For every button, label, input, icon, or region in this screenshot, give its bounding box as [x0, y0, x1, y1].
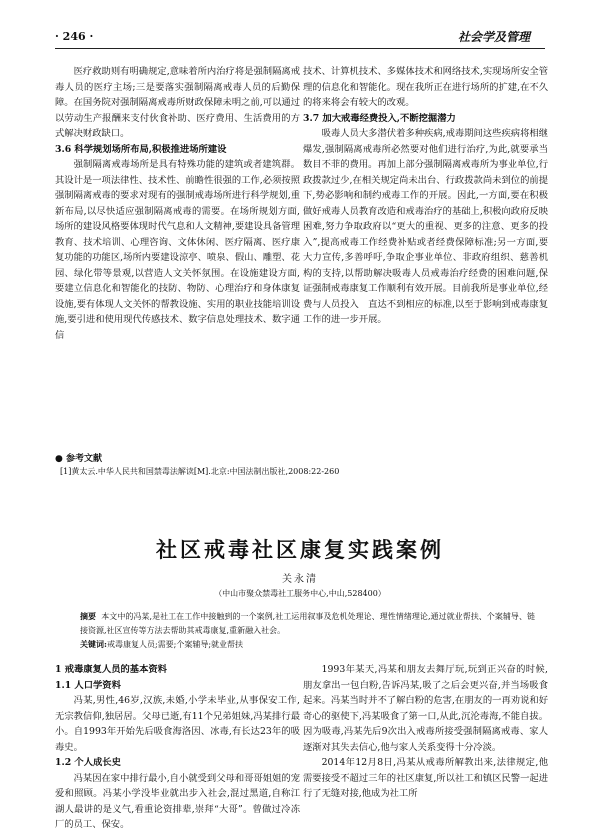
abstract-label: 摘要 — [80, 611, 97, 621]
keywords — [80, 639, 535, 650]
section-heading: 1 戒毒康复人员的基本资料 — [55, 664, 167, 675]
section-heading: 3.7 加大戒毒经费投入,不断挖掘潜力 — [303, 112, 456, 124]
paragraph: 医疗救助则有明确规定,意味着所内治疗将是强制隔离戒毒人员的医疗主场;三是要落实强制隔离戒毒人员的后勤保障。在国务院对强制隔离戒毒所财政保障未明之前,可以通过以劳动生产报酬来支付伙食补助、医疗费用、生活费用的方式解决财政缺口。 — [55, 66, 300, 139]
upper-left-column — [55, 64, 300, 343]
page-number: · 246 · — [55, 30, 94, 43]
section-heading: 1.2 个人成长史 — [55, 757, 121, 768]
article-title: 社区戒毒社区康复实践案例 — [156, 537, 444, 562]
references-heading: ● 参考文献 — [55, 454, 103, 464]
paragraph: 强制隔离戒毒场所是具有特殊功能的建筑或者建筑群。其设计是一项法律性、技术性、前瞻性很强的工作,必须按照强制隔离戒毒的要求对现有的强制戒毒场所进行科学规划,重新布局,以尽快适应强制隔离戒毒的需要。在场所规划方面,场所的建设风格要体现时代气息和人文精神,要建设具备管理教育、技术培训、心理咨询、文体休闲、医疗隔离、医疗康复功能的功能区,场所内要建设涼亭、喷泉、假山、雕塑、花园、绿化带等景观,以营造人文关怀氛围。在设施建设方面,要建立信息化和智能化的技防、物防、心理治疗和身体康复设施,要有体现人文关怀的帮教设施、实用的职业技能培训设施,要引进和使用现代传感技术、数字信息处理技术、数字通信 — [55, 159, 300, 341]
paragraph: 吸毒人员大多潜伏着多种疾病,戒毒期间这些疾病将相继爆发,强制隔离戒毒所必然要对他们进行治疗,为此,就要承当数目不菲的费用。再加上部分强制隔离戒毒所为事业单位,行政拨款过少,在相关规定尚未出台、行政拨款尚未到位的前提下,势必影响和制约戒毒工作的开展。因此,一方面,要在积极做好戒毒人员教育改造和戒毒治疗的基础上,积极向政府反映困难,努力争取政府以“更大的重视、更多的注意、更多的投入”,提高戒毒工作经费补贴或者经费保障标准;另一方面,要大力宣传,多善呼吁,争取企事业单位、非政府组织、慈善机构的支持,以帮助解决吸毒人员戒毒治疗经费的困难问题,保证强制戒毒康复工作顺利有效开展。目前我所是事业单位,经费与人员投入 直达不到相应的标准,以至于影响到戒毒康复工作的进一步开展。 — [303, 128, 548, 325]
journal-name: 社会学及管理 — [457, 30, 530, 44]
abstract-text: 本文中的冯某,是社工在工作中接触到的一个案例,社工运用叙事及危机处理论、理性情绪理论,通过就业帮扶、个案辅导、链接资源,社区宣传等方法去帮助其戒毒康复,重新融入社会。 — [80, 612, 535, 635]
author-affiliation: （中山市聚众禁毒社工服务中心,中山,528400） — [214, 589, 386, 598]
reference-item: [1]黄太云.中华人民共和国禁毒法解读[M].北京:中国法制出版社,2008:22-260 — [60, 467, 340, 476]
lower-left-column — [55, 662, 300, 833]
bullet-icon: ● — [55, 454, 66, 464]
keywords-label: 关键词: — [80, 639, 107, 649]
keywords-text: 戒毒康复人员;需要;个案辅导;就业帮扶 — [106, 640, 244, 649]
paragraph: 冯某,男性,46岁,汉族,未婚,小学未毕业,从事保安工作,无宗教信仰,独居居。父母已逝,有11个兄弟姐妹,冯某排行最小。自1993年开始先后吸食海洛因、冰毒,有长达23年的吸毒史。 — [55, 695, 300, 753]
section-heading: 3.6 科学规划场所布局,积极推进场所建设 — [55, 143, 227, 155]
abstract — [80, 609, 535, 638]
upper-right-column — [303, 64, 548, 328]
paragraph: 1993年某天,冯某和朋友去舞厅玩,玩到正兴奋的时候,朋友拿出一包白粉,告诉冯某,吸了之后会更兴奋,并当场吸食起来。冯某当时并不了解白粉的危害,在朋友的一再劝说和好奇心的驱使下,冯某吸食了第一口,从此,沉沦毒海,不能自拔。因为吸毒,冯某先后9次出入戒毒所接受强制隔离戒毒、家人逐渐对其失去信心,他与家人关系变得十分冷淡。 — [303, 664, 548, 753]
lower-right-column — [303, 662, 548, 802]
article-author: 关永清 — [282, 574, 318, 585]
paragraph: 冯某因在家中排行最小,自小就受到父母和哥哥姐姐的宠爱和照顾。冯某小学没毕业就出步入社会,混过黑道,自称江湖人最讲的是义气,看重论资排辈,崇拜“大哥”。曾做过冷冻厂的员工、保安。 — [55, 772, 300, 830]
paragraph: 技术、计算机技术、多媒体技术和网络技术,实现场所安全管理的信息化和智能化。现在我所正在进行场所的扩建,在不久的将来将会有较大的改观。 — [303, 66, 548, 108]
paragraph: 2014年12月8日,冯某从戒毒所解教出来,法律规定,他需要接受不超过三年的社区康复,所以社工和镇区民警一起进行了无缝对接,他成为社工所 — [303, 757, 548, 799]
section-heading: 1.1 人口学资料 — [55, 679, 121, 691]
header-rule — [55, 48, 545, 49]
